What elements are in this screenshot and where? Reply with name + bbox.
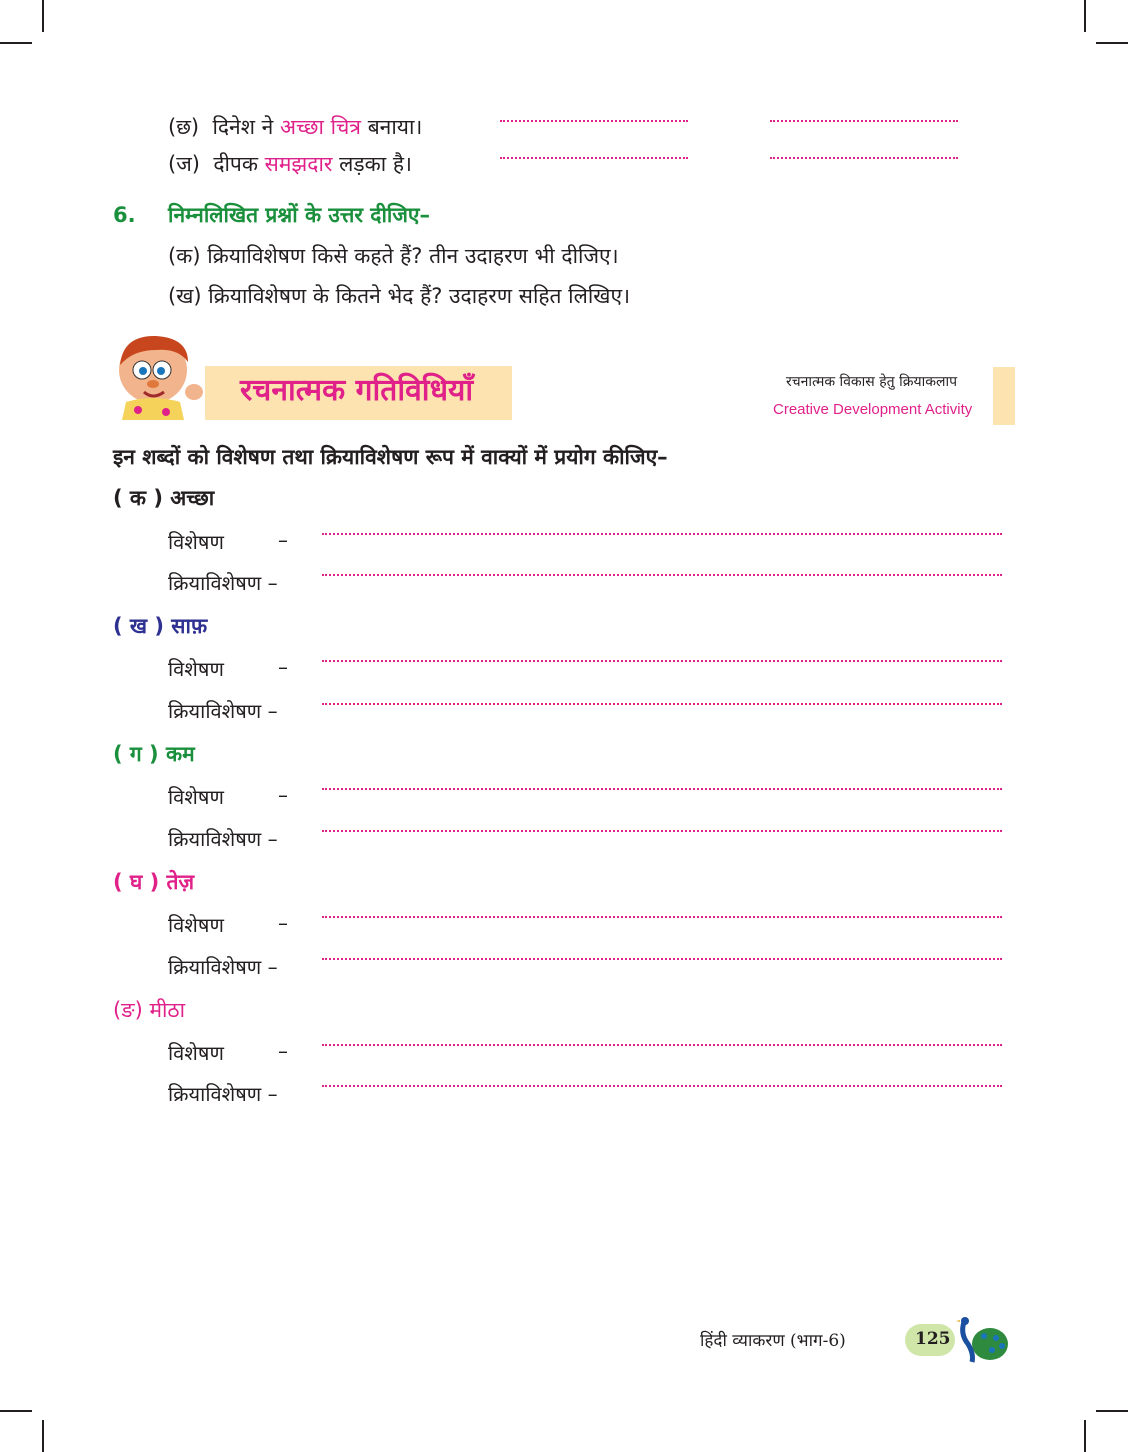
adjective-label: विशेषण [168, 913, 224, 937]
adverb-label: क्रियाविशेषण – [168, 699, 278, 723]
adverb-label: क्रियाविशेषण – [168, 1082, 278, 1106]
word-label: ( ख ) साफ़ [113, 614, 208, 638]
answer-blank[interactable] [770, 157, 958, 159]
activity-side-english: Creative Development Activity [773, 401, 973, 418]
book-title: हिंदी व्याकरण (भाग-6) [700, 1331, 846, 1351]
sentence-highlight: समझदार [264, 152, 333, 176]
adverb-label: क्रियाविशेषण – [168, 955, 278, 979]
sentence-pre: दिनेश ने [212, 115, 274, 139]
crop-mark [0, 1410, 32, 1412]
exercise-line-ja [168, 150, 412, 178]
word-label: (ङ) मीठा [113, 998, 186, 1022]
sentence-post: बनाया। [367, 115, 423, 139]
sentence-pre: दीपक [213, 152, 258, 176]
word-label: ( क ) अच्छा [113, 486, 215, 510]
adjective-answer-blank[interactable] [322, 1044, 1002, 1046]
dash: – [278, 783, 288, 807]
crop-mark [42, 0, 44, 32]
adjective-answer-blank[interactable] [322, 916, 1002, 918]
page-number: 125 [915, 1329, 951, 1349]
marker: (छ) [168, 115, 200, 139]
crop-mark [1096, 42, 1128, 44]
answer-blank[interactable] [770, 120, 958, 122]
question-item: (ख) क्रियाविशेषण के कितने भेद हैं? उदाहरण सहित लिखिए। [168, 284, 631, 308]
dash: – [278, 911, 288, 935]
activity-instruction: इन शब्दों को विशेषण तथा क्रियाविशेषण रूप में वाक्यों में प्रयोग कीजिए– [113, 445, 668, 469]
crop-mark [1096, 1410, 1128, 1412]
marker: (ज) [168, 152, 200, 176]
dash: – [278, 528, 288, 552]
word-label: ( ग ) कम [113, 742, 195, 766]
crop-mark [42, 1420, 44, 1452]
side-tab [993, 367, 1015, 425]
adjective-label: विशेषण [168, 530, 224, 554]
activity-side-hindi: रचनात्मक विकास हेतु क्रियाकलाप [786, 374, 958, 390]
adjective-answer-blank[interactable] [322, 788, 1002, 790]
adverb-answer-blank[interactable] [322, 703, 1002, 705]
word-label: ( घ ) तेज़ [113, 870, 195, 894]
adverb-answer-blank[interactable] [322, 1085, 1002, 1087]
peacock-icon [952, 1314, 1010, 1366]
crop-mark [1084, 1420, 1086, 1452]
question-number: 6. [113, 203, 136, 227]
adverb-answer-blank[interactable] [322, 574, 1002, 576]
crop-mark [1084, 0, 1086, 32]
question-item: (क) क्रियाविशेषण किसे कहते हैं? तीन उदाहरण भी दीजिए। [168, 244, 619, 268]
adjective-label: विशेषण [168, 657, 224, 681]
adverb-answer-blank[interactable] [322, 830, 1002, 832]
crop-mark [0, 42, 32, 44]
adjective-label: विशेषण [168, 785, 224, 809]
adverb-label: क्रियाविशेषण – [168, 827, 278, 851]
adverb-answer-blank[interactable] [322, 958, 1002, 960]
answer-blank[interactable] [500, 120, 688, 122]
adjective-answer-blank[interactable] [322, 533, 1002, 535]
question-heading: निम्नलिखित प्रश्नों के उत्तर दीजिए– [168, 203, 431, 227]
sentence-highlight: अच्छा चित्र [280, 115, 361, 139]
adjective-answer-blank[interactable] [322, 660, 1002, 662]
dash: – [278, 1039, 288, 1063]
boy-illustration [108, 330, 208, 420]
activity-banner-title: रचनात्मक गतिविधियाँ [240, 373, 474, 408]
dash: – [278, 655, 288, 679]
sentence-post: लड़का है। [339, 152, 412, 176]
answer-blank[interactable] [500, 157, 688, 159]
adverb-label: क्रियाविशेषण – [168, 571, 278, 595]
exercise-line-chha [168, 113, 422, 141]
adjective-label: विशेषण [168, 1041, 224, 1065]
